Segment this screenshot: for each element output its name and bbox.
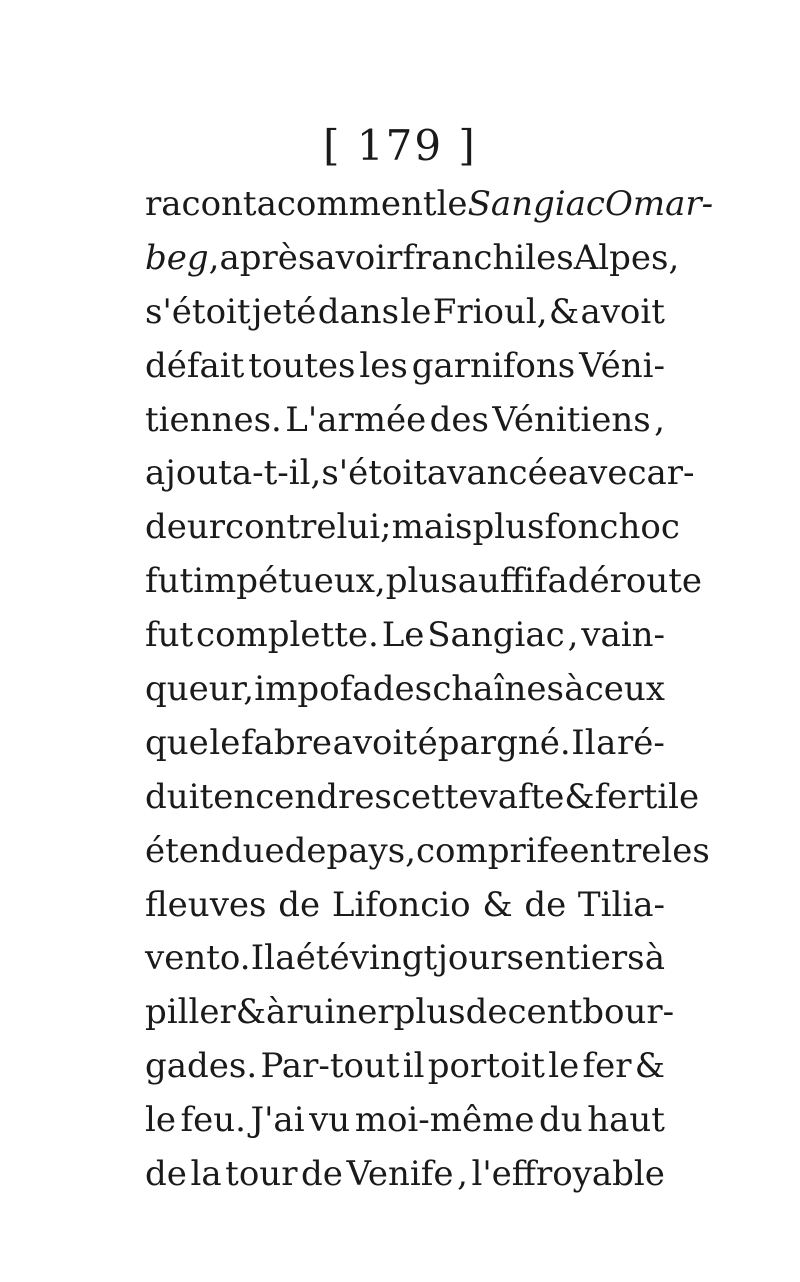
word: Il [571,722,596,763]
word: portoit [427,1046,545,1087]
text-line [145,609,665,663]
word: de [284,830,327,871]
word: le [145,1100,176,1141]
word: ré- [617,722,665,763]
word: queur, [145,669,255,710]
word: a [275,938,296,979]
text-line [145,825,710,879]
word: comment [276,184,437,224]
word: haut [587,1100,665,1141]
word: de [145,1154,187,1195]
word: complette. [196,615,379,656]
word: fertile [594,776,700,817]
word: feu. [180,1100,246,1141]
word: avec [567,453,647,494]
text-line [145,986,675,1040]
word: Frioul, [432,291,548,332]
word: s'étoit [321,453,427,494]
text-line [145,501,680,555]
word: jours [437,938,524,979]
word: ceux [584,669,665,710]
text-line [145,555,703,609]
word: moi-même [354,1100,535,1141]
word: de [465,992,508,1033]
text-line [145,717,665,771]
word: été [295,938,350,979]
word: s'étoit [145,291,251,332]
text-line [145,447,695,501]
word: choc [599,507,680,548]
word: Sangiac [427,615,565,656]
word: duit [145,776,214,817]
word: garnifons [411,345,576,386]
text-line [145,178,714,232]
word: , [668,237,680,278]
word: toutes [248,345,356,386]
word: ar- [646,453,695,494]
word: franchi [402,237,526,278]
word: piller [145,992,236,1033]
word: cette [391,776,479,817]
word: , [567,615,579,656]
word: , [208,237,220,278]
word: déroute [567,561,703,602]
word: Lifoncio [331,884,471,925]
word: contre [225,507,337,548]
word: fleuves [145,884,267,925]
word: ajouta-t-il, [145,453,322,494]
text-line [145,340,665,394]
word: de [278,884,321,925]
word: des [372,669,433,710]
word: plus [393,992,466,1033]
word: plus [385,561,458,602]
word: vingt [349,938,438,979]
word: , [654,399,665,440]
word: & [235,992,267,1033]
word: Véni- [579,345,665,386]
word: avancée [426,453,568,494]
word: tiennes. [145,399,282,440]
word: & [482,884,513,925]
word: la [190,1154,222,1195]
word: chaînes [432,669,564,710]
word: fon [544,507,600,548]
word: & [548,291,580,332]
text-line [145,394,665,448]
word: fer [582,1046,632,1087]
word: Sangiac [467,184,605,224]
word: avoir [315,237,403,278]
word: le [436,184,468,224]
text-line [145,286,665,340]
word: Tilia- [577,884,665,925]
word: les [661,830,710,871]
word: Par-tout [260,1046,400,1087]
word: deur [145,507,226,548]
word: avoit [332,722,418,763]
word: plus [472,507,545,548]
word: cendres [255,776,392,817]
word: après [219,237,316,278]
word: les [359,345,408,386]
text-line [145,932,665,986]
word: il [402,1046,425,1087]
word: mais [391,507,473,548]
word: dans [317,291,400,332]
word: à [564,669,585,710]
word: impofa [254,669,373,710]
text-line [145,771,700,825]
text-line [145,1094,665,1148]
word: l'effroyable [471,1154,665,1195]
word: Il [250,938,276,979]
word: vento. [145,938,251,979]
word: des [429,399,489,440]
word: de [524,884,567,925]
word: cent [507,992,583,1033]
word: de [301,1154,343,1195]
word: comprife [415,830,570,871]
word: beg [145,237,209,278]
body-text [145,178,714,1202]
text-line [145,232,680,286]
word: fut [145,561,194,602]
word: vafte [478,776,565,817]
word: en [213,776,256,817]
word: les [525,237,574,278]
word: vu [309,1100,351,1141]
word: tour [225,1154,298,1195]
word: L'armée [285,399,427,440]
word: lui [336,507,381,548]
word: Le [381,615,425,656]
word: entre [569,830,662,871]
word: du [539,1100,583,1141]
word: fa [534,561,568,602]
word: & [634,1046,665,1087]
word: épargné. [417,722,571,763]
word: Venife [346,1154,454,1195]
word: à [266,992,287,1033]
word: ; [380,507,392,548]
word: le [400,291,432,332]
word: défait [145,345,245,386]
word: que [145,722,209,763]
word: à [644,938,665,979]
text-line [145,1148,665,1202]
word: avoit [580,291,665,332]
text-line [145,663,665,717]
word: , [457,1154,468,1195]
word: impétueux, [193,561,386,602]
word: Alpes [573,237,669,278]
word: entiers [524,938,645,979]
word: le [548,1046,580,1087]
page-number: [ 179 ] [323,121,477,170]
text-line [145,879,665,933]
word: le [209,722,241,763]
text-line [145,1040,665,1094]
word: raconta [145,184,277,224]
word: a [596,722,617,763]
word: auffi [457,561,535,602]
word: bour- [582,992,675,1033]
word: pays, [326,830,416,871]
word: fut [145,615,194,656]
word: jeté [251,291,317,332]
word: fabre [240,722,332,763]
word: Vénitiens [492,399,651,440]
word: Omar- [604,184,714,224]
word: J'ai [250,1100,305,1141]
word: vain- [581,615,665,656]
word: & [564,776,595,817]
word: gades. [145,1046,258,1087]
word: ruiner [286,992,394,1033]
word: étendue [145,830,285,871]
